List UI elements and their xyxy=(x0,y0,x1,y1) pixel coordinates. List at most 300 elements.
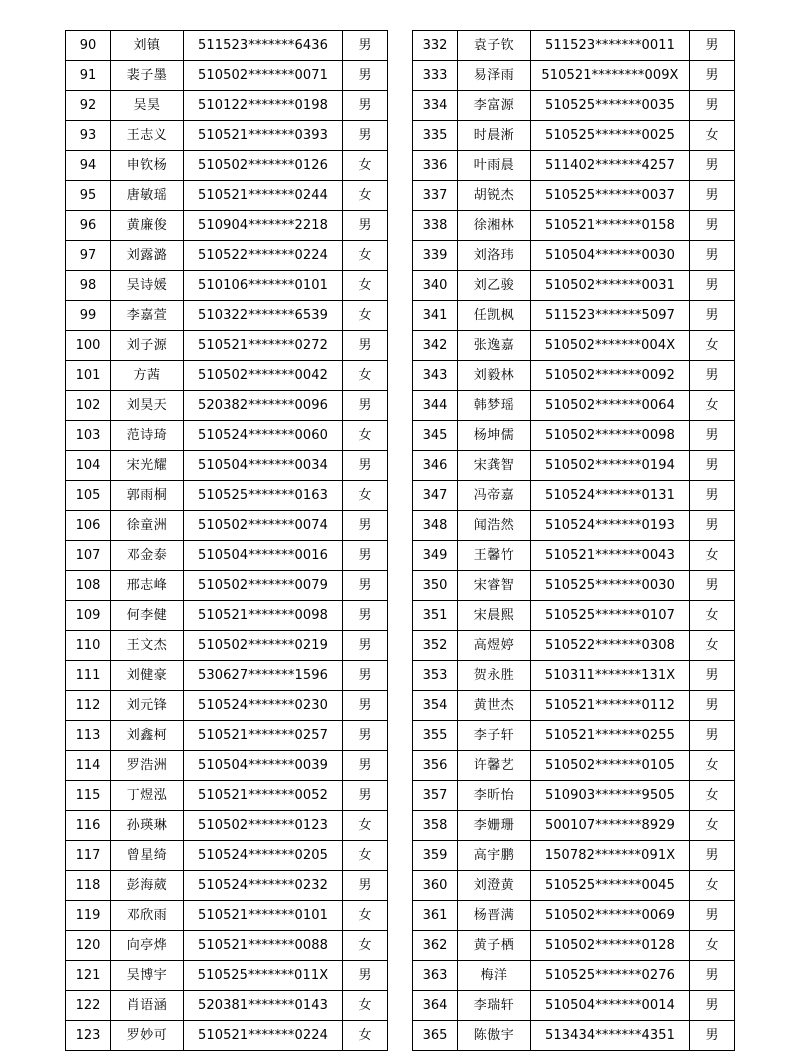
cell-id-number: 510521*******0272 xyxy=(184,331,343,361)
cell-name: 杨坤儒 xyxy=(458,421,531,451)
cell-sex: 男 xyxy=(690,31,735,61)
cell-sex: 女 xyxy=(343,421,388,451)
cell-sequence: 100 xyxy=(66,331,111,361)
cell-sex: 男 xyxy=(690,481,735,511)
cell-name: 裴子墨 xyxy=(111,61,184,91)
table-row xyxy=(413,421,735,451)
cell-name: 邓金泰 xyxy=(111,541,184,571)
table-row xyxy=(413,181,735,211)
cell-name: 时晨淅 xyxy=(458,121,531,151)
cell-name: 刘元锋 xyxy=(111,691,184,721)
table-row xyxy=(66,841,388,871)
table-row xyxy=(66,451,388,481)
cell-name: 丁煜泓 xyxy=(111,781,184,811)
table-row xyxy=(413,961,735,991)
cell-sex: 男 xyxy=(343,91,388,121)
cell-name: 韩梦瑶 xyxy=(458,391,531,421)
table-row xyxy=(66,121,388,151)
cell-name: 邢志峰 xyxy=(111,571,184,601)
cell-id-number: 510502*******0219 xyxy=(184,631,343,661)
cell-name: 李富源 xyxy=(458,91,531,121)
table-row xyxy=(66,691,388,721)
cell-sequence: 90 xyxy=(66,31,111,61)
table-row xyxy=(66,301,388,331)
cell-sequence: 116 xyxy=(66,811,111,841)
cell-sex: 男 xyxy=(690,151,735,181)
cell-sequence: 349 xyxy=(413,541,458,571)
table-row xyxy=(66,181,388,211)
cell-id-number: 510502*******0092 xyxy=(531,361,690,391)
cell-sex: 女 xyxy=(690,751,735,781)
cell-id-number: 520382*******0096 xyxy=(184,391,343,421)
cell-name: 罗浩洲 xyxy=(111,751,184,781)
table-row xyxy=(66,961,388,991)
cell-sex: 男 xyxy=(343,691,388,721)
cell-sex: 女 xyxy=(343,901,388,931)
cell-id-number: 510521*******0255 xyxy=(531,721,690,751)
cell-sex: 女 xyxy=(690,391,735,421)
cell-id-number: 510524*******0205 xyxy=(184,841,343,871)
cell-sequence: 362 xyxy=(413,931,458,961)
cell-name: 刘鑫柯 xyxy=(111,721,184,751)
cell-sex: 男 xyxy=(343,721,388,751)
cell-id-number: 510521********009X xyxy=(531,61,690,91)
cell-sex: 男 xyxy=(343,121,388,151)
cell-sex: 男 xyxy=(690,361,735,391)
cell-id-number: 150782*******091X xyxy=(531,841,690,871)
table-row xyxy=(66,751,388,781)
cell-sex: 男 xyxy=(343,61,388,91)
cell-sequence: 342 xyxy=(413,331,458,361)
cell-id-number: 510504*******0039 xyxy=(184,751,343,781)
roster-table-right xyxy=(412,30,735,1051)
roster-table-left-body xyxy=(66,31,388,1051)
cell-id-number: 510521*******0101 xyxy=(184,901,343,931)
cell-id-number: 513434*******4351 xyxy=(531,1021,690,1051)
cell-name: 李瑞轩 xyxy=(458,991,531,1021)
cell-sex: 男 xyxy=(690,181,735,211)
cell-id-number: 510524*******0230 xyxy=(184,691,343,721)
cell-sequence: 118 xyxy=(66,871,111,901)
cell-name: 肖语涵 xyxy=(111,991,184,1021)
table-row xyxy=(413,571,735,601)
cell-id-number: 510525*******0276 xyxy=(531,961,690,991)
cell-id-number: 510522*******0224 xyxy=(184,241,343,271)
cell-sequence: 335 xyxy=(413,121,458,151)
cell-id-number: 510525*******0030 xyxy=(531,571,690,601)
cell-sequence: 365 xyxy=(413,1021,458,1051)
cell-sequence: 122 xyxy=(66,991,111,1021)
cell-id-number: 510504*******0014 xyxy=(531,991,690,1021)
cell-sex: 男 xyxy=(343,571,388,601)
cell-id-number: 510525*******0163 xyxy=(184,481,343,511)
cell-sequence: 347 xyxy=(413,481,458,511)
table-row xyxy=(413,631,735,661)
cell-name: 宋睿智 xyxy=(458,571,531,601)
table-row xyxy=(66,571,388,601)
table-row xyxy=(66,811,388,841)
cell-sex: 女 xyxy=(343,271,388,301)
cell-id-number: 510502*******0042 xyxy=(184,361,343,391)
cell-id-number: 510521*******0112 xyxy=(531,691,690,721)
table-row xyxy=(413,901,735,931)
cell-id-number: 510525*******011X xyxy=(184,961,343,991)
cell-sequence: 357 xyxy=(413,781,458,811)
table-row xyxy=(66,331,388,361)
cell-id-number: 510502*******0105 xyxy=(531,751,690,781)
cell-sex: 男 xyxy=(690,91,735,121)
cell-sex: 男 xyxy=(690,511,735,541)
cell-id-number: 510106*******0101 xyxy=(184,271,343,301)
cell-name: 刘澄黄 xyxy=(458,871,531,901)
cell-name: 王文杰 xyxy=(111,631,184,661)
cell-sequence: 104 xyxy=(66,451,111,481)
cell-name: 向亭烨 xyxy=(111,931,184,961)
cell-id-number: 510502*******0074 xyxy=(184,511,343,541)
cell-name: 曾星绮 xyxy=(111,841,184,871)
cell-sequence: 336 xyxy=(413,151,458,181)
table-row xyxy=(66,631,388,661)
table-row xyxy=(413,271,735,301)
cell-name: 贺永胜 xyxy=(458,661,531,691)
cell-id-number: 510502*******0064 xyxy=(531,391,690,421)
cell-id-number: 510504*******0034 xyxy=(184,451,343,481)
cell-name: 邓欣雨 xyxy=(111,901,184,931)
cell-sequence: 107 xyxy=(66,541,111,571)
cell-name: 刘健豪 xyxy=(111,661,184,691)
cell-name: 宋龚智 xyxy=(458,451,531,481)
cell-sequence: 98 xyxy=(66,271,111,301)
cell-sequence: 332 xyxy=(413,31,458,61)
cell-name: 黄廉俊 xyxy=(111,211,184,241)
cell-sequence: 108 xyxy=(66,571,111,601)
cell-sequence: 337 xyxy=(413,181,458,211)
table-row xyxy=(413,871,735,901)
cell-name: 彭海葳 xyxy=(111,871,184,901)
cell-id-number: 510122*******0198 xyxy=(184,91,343,121)
cell-sequence: 361 xyxy=(413,901,458,931)
cell-sequence: 341 xyxy=(413,301,458,331)
cell-name: 冯帝嘉 xyxy=(458,481,531,511)
cell-name: 胡锐杰 xyxy=(458,181,531,211)
cell-sex: 女 xyxy=(343,241,388,271)
cell-sequence: 117 xyxy=(66,841,111,871)
cell-sequence: 356 xyxy=(413,751,458,781)
cell-name: 罗妙可 xyxy=(111,1021,184,1051)
cell-sequence: 339 xyxy=(413,241,458,271)
table-row xyxy=(413,241,735,271)
cell-sequence: 119 xyxy=(66,901,111,931)
cell-sex: 男 xyxy=(690,571,735,601)
cell-name: 吴诗媛 xyxy=(111,271,184,301)
cell-sequence: 112 xyxy=(66,691,111,721)
cell-name: 刘子源 xyxy=(111,331,184,361)
table-row xyxy=(66,91,388,121)
cell-id-number: 510521*******0052 xyxy=(184,781,343,811)
cell-id-number: 500107*******8929 xyxy=(531,811,690,841)
table-row xyxy=(66,421,388,451)
cell-id-number: 511523*******0011 xyxy=(531,31,690,61)
cell-sex: 男 xyxy=(343,331,388,361)
cell-sequence: 111 xyxy=(66,661,111,691)
cell-sex: 女 xyxy=(690,601,735,631)
cell-id-number: 510502*******0128 xyxy=(531,931,690,961)
cell-id-number: 510502*******0031 xyxy=(531,271,690,301)
table-row xyxy=(413,661,735,691)
cell-name: 李嘉萱 xyxy=(111,301,184,331)
cell-sex: 女 xyxy=(343,1021,388,1051)
cell-name: 徐童洲 xyxy=(111,511,184,541)
cell-sex: 女 xyxy=(343,481,388,511)
cell-id-number: 510521*******0257 xyxy=(184,721,343,751)
cell-name: 刘镇 xyxy=(111,31,184,61)
cell-name: 梅洋 xyxy=(458,961,531,991)
cell-id-number: 510524*******0060 xyxy=(184,421,343,451)
cell-name: 吴昊 xyxy=(111,91,184,121)
table-row xyxy=(66,511,388,541)
cell-name: 何李健 xyxy=(111,601,184,631)
cell-sequence: 95 xyxy=(66,181,111,211)
cell-sex: 女 xyxy=(343,151,388,181)
cell-sequence: 345 xyxy=(413,421,458,451)
cell-sequence: 99 xyxy=(66,301,111,331)
cell-sex: 女 xyxy=(343,841,388,871)
table-row xyxy=(413,301,735,331)
cell-id-number: 530627*******1596 xyxy=(184,661,343,691)
cell-name: 李子轩 xyxy=(458,721,531,751)
cell-id-number: 510521*******0088 xyxy=(184,931,343,961)
table-row xyxy=(66,781,388,811)
table-row xyxy=(413,1021,735,1051)
table-row xyxy=(413,841,735,871)
cell-sex: 男 xyxy=(343,391,388,421)
cell-name: 黄子栖 xyxy=(458,931,531,961)
cell-name: 唐敏瑶 xyxy=(111,181,184,211)
cell-sequence: 351 xyxy=(413,601,458,631)
table-row xyxy=(413,361,735,391)
table-row xyxy=(66,1021,388,1051)
cell-sequence: 96 xyxy=(66,211,111,241)
cell-sex: 男 xyxy=(343,751,388,781)
cell-name: 陈傲宇 xyxy=(458,1021,531,1051)
cell-sequence: 334 xyxy=(413,91,458,121)
roster-table-left xyxy=(65,30,388,1051)
cell-id-number: 510504*******0030 xyxy=(531,241,690,271)
cell-sex: 男 xyxy=(690,841,735,871)
table-row xyxy=(413,811,735,841)
cell-sequence: 338 xyxy=(413,211,458,241)
cell-sex: 女 xyxy=(690,331,735,361)
cell-sex: 男 xyxy=(690,451,735,481)
cell-name: 申钦杨 xyxy=(111,151,184,181)
cell-id-number: 510903*******9505 xyxy=(531,781,690,811)
table-row xyxy=(413,601,735,631)
roster-table-right-body xyxy=(413,31,735,1051)
cell-id-number: 510502*******0194 xyxy=(531,451,690,481)
cell-id-number: 510502*******0098 xyxy=(531,421,690,451)
cell-sex: 女 xyxy=(690,781,735,811)
cell-sex: 男 xyxy=(343,961,388,991)
cell-id-number: 510502*******0071 xyxy=(184,61,343,91)
cell-name: 王馨竹 xyxy=(458,541,531,571)
cell-sex: 女 xyxy=(690,811,735,841)
cell-sequence: 103 xyxy=(66,421,111,451)
cell-sequence: 353 xyxy=(413,661,458,691)
cell-name: 刘洛玮 xyxy=(458,241,531,271)
cell-id-number: 510502*******0069 xyxy=(531,901,690,931)
table-row xyxy=(66,211,388,241)
table-row xyxy=(413,541,735,571)
cell-sex: 女 xyxy=(690,631,735,661)
cell-name: 刘露潞 xyxy=(111,241,184,271)
cell-sex: 男 xyxy=(343,661,388,691)
cell-id-number: 510524*******0193 xyxy=(531,511,690,541)
cell-sex: 男 xyxy=(690,661,735,691)
cell-sequence: 92 xyxy=(66,91,111,121)
table-row xyxy=(66,481,388,511)
cell-sex: 男 xyxy=(343,541,388,571)
cell-sequence: 333 xyxy=(413,61,458,91)
cell-sex: 女 xyxy=(690,871,735,901)
cell-sex: 女 xyxy=(690,931,735,961)
cell-sex: 男 xyxy=(690,301,735,331)
cell-sequence: 101 xyxy=(66,361,111,391)
cell-sex: 女 xyxy=(690,121,735,151)
cell-sequence: 106 xyxy=(66,511,111,541)
cell-sequence: 348 xyxy=(413,511,458,541)
table-row xyxy=(66,61,388,91)
cell-id-number: 510502*******0079 xyxy=(184,571,343,601)
cell-id-number: 511402*******4257 xyxy=(531,151,690,181)
cell-sex: 男 xyxy=(343,871,388,901)
cell-id-number: 510525*******0107 xyxy=(531,601,690,631)
table-row xyxy=(413,931,735,961)
cell-id-number: 510311*******131X xyxy=(531,661,690,691)
cell-name: 叶雨晨 xyxy=(458,151,531,181)
table-row xyxy=(66,991,388,1021)
cell-sequence: 363 xyxy=(413,961,458,991)
cell-id-number: 520381*******0143 xyxy=(184,991,343,1021)
cell-id-number: 510504*******0016 xyxy=(184,541,343,571)
table-row xyxy=(66,661,388,691)
cell-name: 黄世杰 xyxy=(458,691,531,721)
cell-sequence: 94 xyxy=(66,151,111,181)
cell-id-number: 510525*******0035 xyxy=(531,91,690,121)
table-row xyxy=(413,91,735,121)
cell-sequence: 115 xyxy=(66,781,111,811)
cell-id-number: 510521*******0098 xyxy=(184,601,343,631)
cell-name: 闻浩然 xyxy=(458,511,531,541)
cell-name: 徐湘林 xyxy=(458,211,531,241)
cell-name: 袁子钦 xyxy=(458,31,531,61)
cell-sequence: 93 xyxy=(66,121,111,151)
cell-id-number: 510322*******6539 xyxy=(184,301,343,331)
cell-id-number: 511523*******6436 xyxy=(184,31,343,61)
table-row xyxy=(413,481,735,511)
cell-sex: 男 xyxy=(343,511,388,541)
cell-sequence: 360 xyxy=(413,871,458,901)
cell-sex: 男 xyxy=(690,1021,735,1051)
table-row xyxy=(413,331,735,361)
cell-id-number: 510522*******0308 xyxy=(531,631,690,661)
cell-name: 张逸嘉 xyxy=(458,331,531,361)
cell-sequence: 97 xyxy=(66,241,111,271)
table-row xyxy=(66,391,388,421)
table-row xyxy=(413,991,735,1021)
cell-sequence: 110 xyxy=(66,631,111,661)
cell-name: 许馨艺 xyxy=(458,751,531,781)
table-row xyxy=(413,121,735,151)
cell-sequence: 102 xyxy=(66,391,111,421)
table-row xyxy=(413,151,735,181)
cell-sequence: 120 xyxy=(66,931,111,961)
cell-id-number: 510524*******0131 xyxy=(531,481,690,511)
cell-name: 吴博宇 xyxy=(111,961,184,991)
table-row xyxy=(413,751,735,781)
cell-name: 任凯枫 xyxy=(458,301,531,331)
cell-id-number: 510521*******0244 xyxy=(184,181,343,211)
cell-id-number: 510525*******0037 xyxy=(531,181,690,211)
cell-sex: 男 xyxy=(343,781,388,811)
roster-tables-container xyxy=(0,30,800,1051)
cell-sex: 男 xyxy=(690,241,735,271)
table-row xyxy=(413,31,735,61)
cell-name: 刘毅林 xyxy=(458,361,531,391)
cell-sex: 女 xyxy=(343,991,388,1021)
table-row xyxy=(413,781,735,811)
cell-id-number: 510502*******0123 xyxy=(184,811,343,841)
cell-sex: 男 xyxy=(690,691,735,721)
cell-sequence: 343 xyxy=(413,361,458,391)
cell-sequence: 113 xyxy=(66,721,111,751)
cell-sequence: 354 xyxy=(413,691,458,721)
cell-id-number: 510521*******0043 xyxy=(531,541,690,571)
cell-name: 宋晨熙 xyxy=(458,601,531,631)
table-row xyxy=(413,691,735,721)
cell-sequence: 358 xyxy=(413,811,458,841)
table-row xyxy=(413,451,735,481)
cell-sequence: 350 xyxy=(413,571,458,601)
cell-sex: 男 xyxy=(690,721,735,751)
table-row xyxy=(66,541,388,571)
cell-sex: 男 xyxy=(343,451,388,481)
table-row xyxy=(66,361,388,391)
cell-sequence: 91 xyxy=(66,61,111,91)
table-row xyxy=(66,271,388,301)
cell-sex: 男 xyxy=(690,211,735,241)
cell-id-number: 510521*******0224 xyxy=(184,1021,343,1051)
cell-sex: 男 xyxy=(343,601,388,631)
cell-sequence: 352 xyxy=(413,631,458,661)
cell-id-number: 510502*******0126 xyxy=(184,151,343,181)
cell-name: 刘乙骏 xyxy=(458,271,531,301)
cell-sex: 男 xyxy=(690,961,735,991)
table-row xyxy=(413,391,735,421)
cell-sequence: 114 xyxy=(66,751,111,781)
cell-sequence: 364 xyxy=(413,991,458,1021)
cell-sex: 女 xyxy=(343,931,388,961)
cell-name: 范诗琦 xyxy=(111,421,184,451)
cell-sequence: 355 xyxy=(413,721,458,751)
table-row xyxy=(413,211,735,241)
cell-sex: 男 xyxy=(690,901,735,931)
table-row xyxy=(413,61,735,91)
table-row xyxy=(66,931,388,961)
cell-id-number: 510525*******0025 xyxy=(531,121,690,151)
cell-sequence: 105 xyxy=(66,481,111,511)
table-row xyxy=(66,151,388,181)
cell-sequence: 346 xyxy=(413,451,458,481)
